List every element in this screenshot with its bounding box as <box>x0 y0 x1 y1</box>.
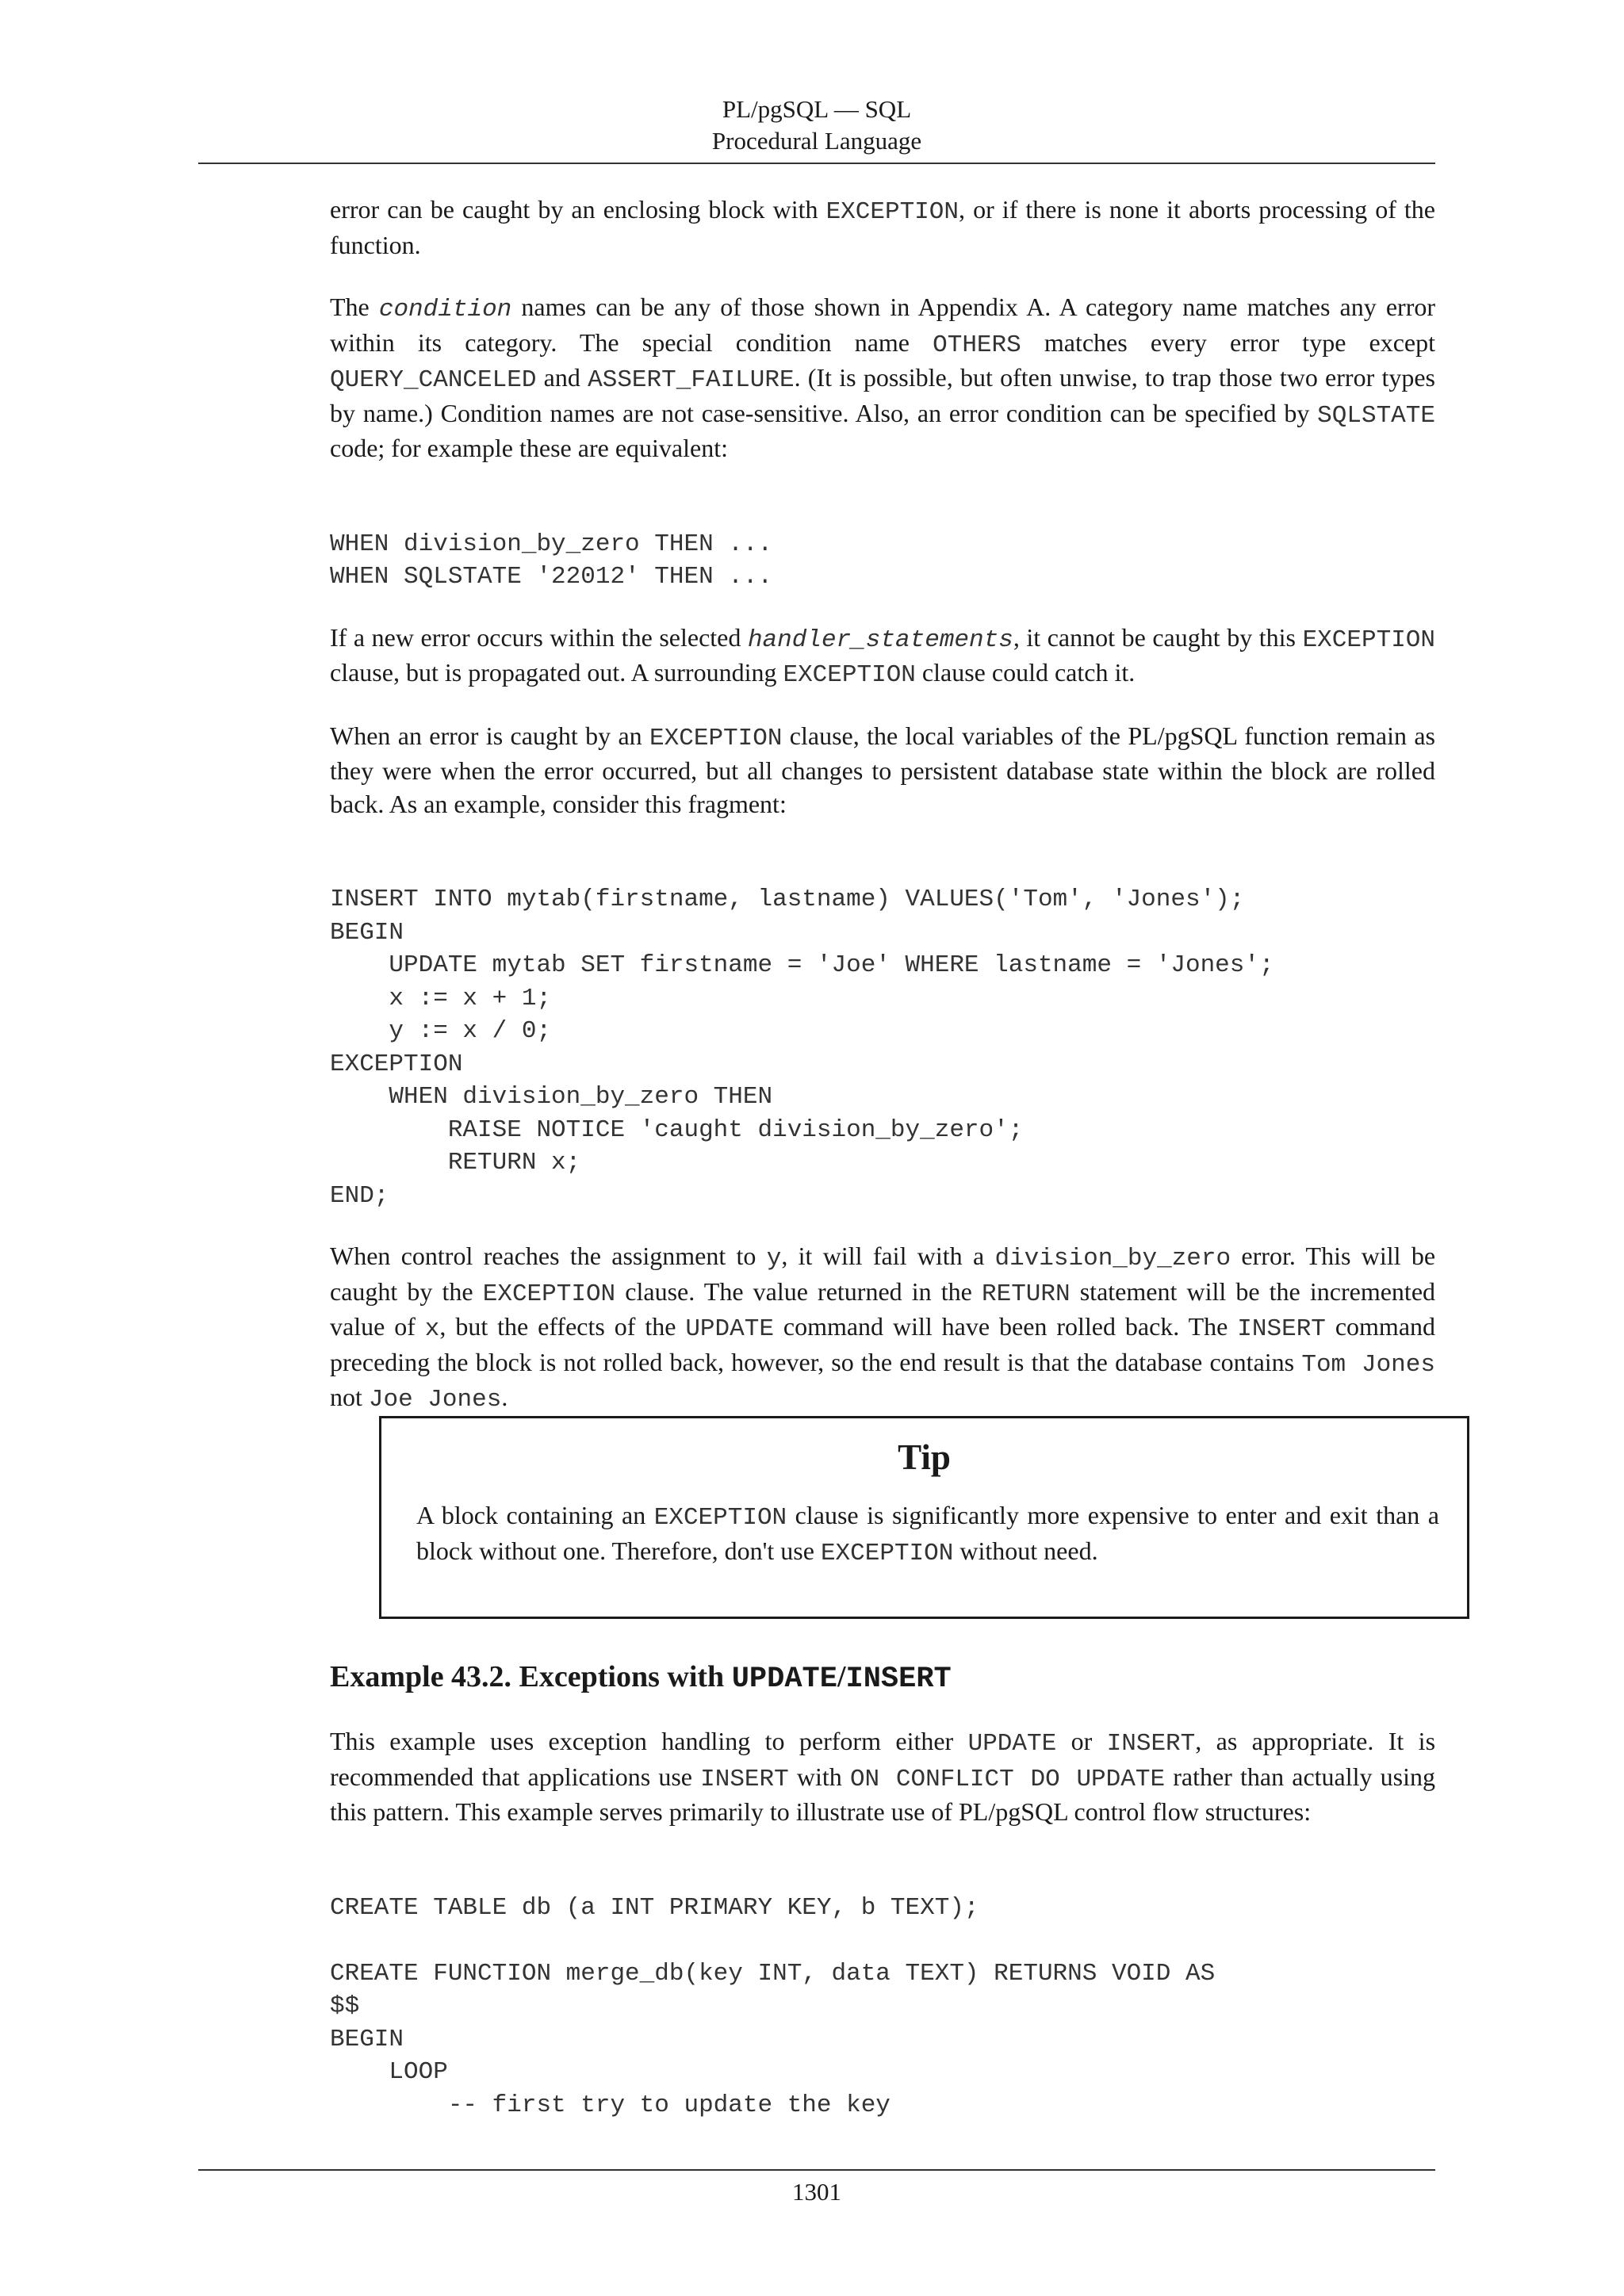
inline-code: y <box>766 1245 782 1272</box>
code-block-merge-db: CREATE TABLE db (a INT PRIMARY KEY, b TEXT); CREATE FUNCTION merge_db(key INT, data TEXT) RETURNS VOID AS $$ BEGIN LOOP -- first try to update the key <box>330 1893 1216 2119</box>
inline-code: x <box>424 1315 440 1343</box>
tip-text: A block containing an EXCEPTION clause is significantly more expensive to enter and exit than a block without one. Therefore, don't use EXCEPTION without need. <box>416 1501 1440 1567</box>
inline-code: OTHERS <box>933 331 1021 359</box>
example-title: Example 43.2. Exceptions with UPDATE/INSERT <box>330 1660 952 1696</box>
header-title: PL/pgSQL — SQL <box>722 95 912 123</box>
inline-code: division_by_zero <box>994 1245 1231 1272</box>
inline-code: SQLSTATE <box>1317 401 1435 430</box>
example-section <box>330 1657 1435 2122</box>
tip-title: Tip <box>898 1437 951 1477</box>
page-header <box>198 94 1435 157</box>
code-block-fragment: INSERT INTO mytab(firstname, lastname) VALUES('Tom', 'Jones'); BEGIN UPDATE mytab SET firstname = 'Joe' WHERE lastname = 'Jones'; x := x + 1; y := x / 0; EXCEPTION WHEN division_by_zero THEN RAISE NOTICE 'caught division_by_zero'; RETURN x; END; <box>330 886 1274 1210</box>
paragraph-handler-statements: If a new error occurs within the selected handler_statements, it cannot be caught by this EXCEPTION clause, but is propagated out. A surrounding EXCEPTION clause could catch it. <box>330 622 1436 689</box>
paragraph-control-reaches: When control reaches the assignment to y, it will fail with a division_by_zero error. This will be caught by the EXCEPTION clause. The value returned in the RETURN statement will be the incremented value of x, but the effects of the UPDATE command will have been rolled back. The INSERT command preceding the block is not rolled back, however, so the end result is that the database contains Tom Jones not Joe Jones. <box>330 1242 1436 1414</box>
inline-code: INSERT <box>1237 1315 1326 1343</box>
inline-code: INSERT <box>1106 1730 1196 1758</box>
inline-code: EXCEPTION <box>1302 626 1436 654</box>
inline-code: EXCEPTION <box>825 198 959 226</box>
page-body <box>330 193 1435 1417</box>
inline-code: EXCEPTION <box>482 1280 616 1308</box>
paragraph-local-variables: When an error is caught by an EXCEPTION clause, the local variables of the PL/pgSQL function remain as they were when the error occurred, but all changes to persistent database state within the block are rolled back. As an example, consider this fragment: <box>330 721 1436 818</box>
inline-code: INSERT <box>700 1765 789 1793</box>
header-rule <box>198 163 1435 164</box>
inline-code: EXCEPTION <box>649 724 783 752</box>
tip-box <box>379 1416 1469 1619</box>
inline-code-variable: condition <box>378 296 512 323</box>
inline-code: UPDATE <box>967 1730 1057 1758</box>
paragraph-exception-abort: error can be caught by an enclosing block with EXCEPTION, or if there is none it aborts processing of the function. <box>330 195 1436 259</box>
tip-body <box>416 1499 1439 1570</box>
inline-code: EXCEPTION <box>820 1539 954 1567</box>
inline-code-variable: handler_statements <box>747 626 1013 654</box>
inline-code: Joe Jones <box>368 1386 502 1414</box>
inline-code: UPDATE <box>685 1315 774 1343</box>
inline-code: QUERY_CANCELED <box>330 366 537 394</box>
header-subtitle: Procedural Language <box>711 127 922 155</box>
inline-code: Tom Jones <box>1301 1350 1435 1379</box>
footer-rule <box>198 2169 1435 2171</box>
inline-code: RETURN <box>981 1280 1071 1308</box>
inline-code: EXCEPTION <box>653 1504 787 1532</box>
paragraph-example-intro: This example uses exception handling to perform either UPDATE or INSERT, as appropriate. It is recommended that applications use INSERT with ON CONFLICT DO UPDATE rather than actually using this pattern. This example serves primarily to illustrate use of PL/pgSQL control flow structures: <box>330 1727 1436 1826</box>
paragraph-condition-names: The condition names can be any of those shown in Appendix A. A category name matches any error within its category. The special condition name OTHERS matches every error type except QUERY_CANCELED and ASSERT_FAILURE. (It is possible, but often unwise, to trap those two error types by name.) Condition names are not case-sensitive. Also, an error condition can be specified by SQLSTATE code; for example these are equivalent: <box>330 293 1436 462</box>
inline-code: ON CONFLICT DO UPDATE <box>849 1765 1166 1793</box>
code-block-when-clauses: WHEN division_by_zero THEN ... WHEN SQLSTATE '22012' THEN ... <box>330 530 773 591</box>
inline-code: ASSERT_FAILURE <box>588 366 795 394</box>
page-number: 1301 <box>792 2178 841 2206</box>
inline-code: EXCEPTION <box>783 661 916 689</box>
